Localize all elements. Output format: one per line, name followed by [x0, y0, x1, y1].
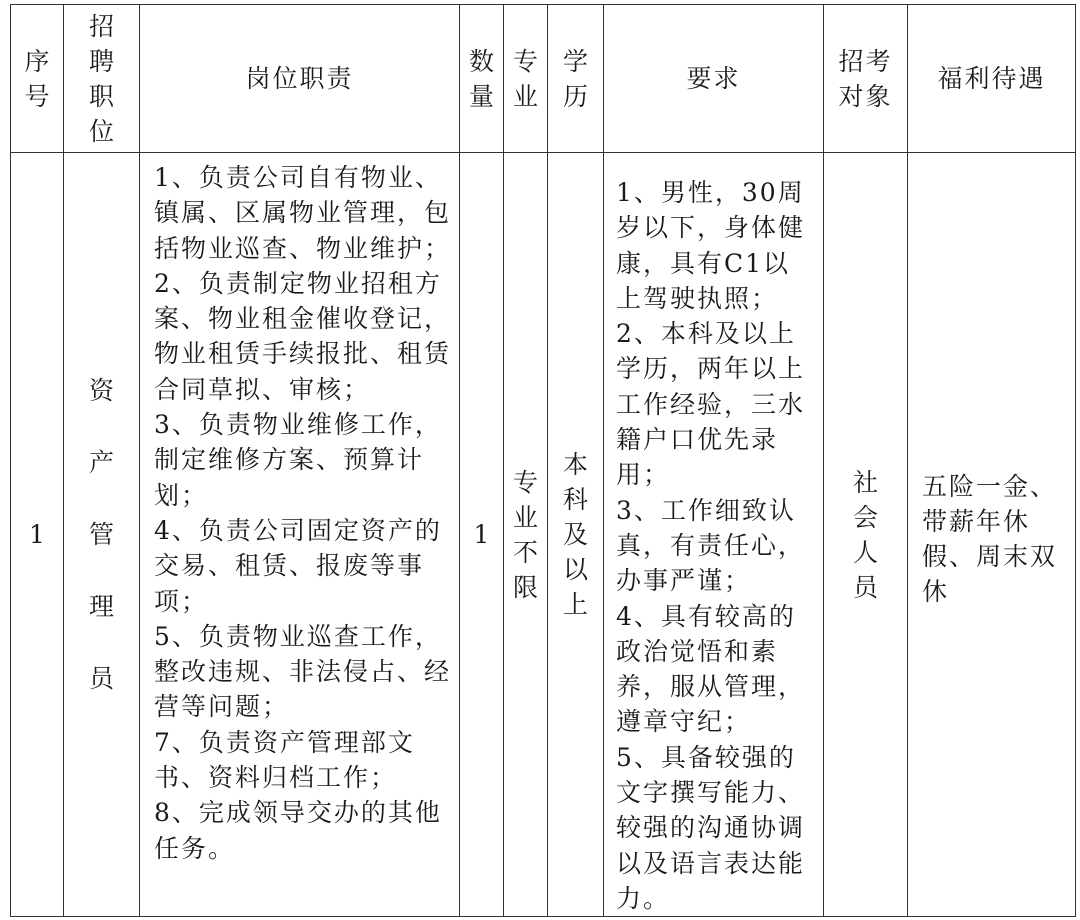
header-seq: 序号 [11, 5, 64, 153]
header-position: 招聘职位 [64, 5, 140, 153]
duty-item: 2、负责制定物业招租方案、物业租金催收登记，物业租赁手续报批、租赁合同草拟、审核； [154, 268, 452, 404]
duty-item: 4、负责公司固定资产的交易、租赁、报废等事项； [154, 515, 442, 616]
duty-item: 5、负责物业巡查工作，整改违规、非法侵占、经营等问题； [154, 621, 452, 722]
header-row [11, 5, 1076, 153]
recruitment-table [10, 4, 1076, 917]
duty-item: 3、负责物业维修工作，制定维修方案、预算计划； [154, 410, 442, 510]
header-benefits: 福利待遇 [908, 5, 1076, 153]
requirement-item: 2、本科及以上学历，两年以上工作经验，三水籍户口优先录用； [616, 319, 806, 490]
header-target: 招考对象 [824, 5, 908, 153]
duty-item: 1、负责公司自有物业、镇属、区属物业管理，包括物业巡查、物业维护； [154, 163, 452, 263]
cell-count: 1 [460, 153, 504, 917]
cell-position: 资产管理员 [64, 153, 140, 917]
duty-item: 7、负责资产管理部文书、资料归档工作； [154, 727, 415, 793]
cell-major: 专业不限 [504, 153, 548, 917]
header-count: 数量 [460, 5, 504, 153]
requirement-item: 3、工作细致认真，有责任心，办事严谨； [616, 495, 806, 596]
header-major: 专业 [504, 5, 548, 153]
cell-requirements [604, 153, 824, 917]
header-requirements: 要求 [604, 5, 824, 153]
cell-seq: 1 [11, 153, 64, 917]
cell-target: 社会人员 [824, 153, 908, 917]
table-row [11, 153, 1076, 917]
duty-item: 8、完成领导交办的其他任务。 [154, 798, 442, 863]
requirement-item: 4、具有较高的政治觉悟和素养，服从管理，遵章守纪； [616, 601, 806, 737]
header-education: 学历 [548, 5, 604, 153]
cell-benefits: 五险一金、带薪年休假、周末双休 [908, 153, 1076, 917]
requirement-item: 1、男性，30周岁以下，身体健康，具有C1以上驾驶执照； [616, 178, 806, 313]
header-duties: 岗位职责 [140, 5, 460, 153]
cell-duties [140, 153, 460, 917]
requirement-item: 5、具备较强的文字撰写能力、较强的沟通协调以及语言表达能力。 [616, 742, 806, 913]
cell-education: 本科及以上 [548, 153, 604, 917]
